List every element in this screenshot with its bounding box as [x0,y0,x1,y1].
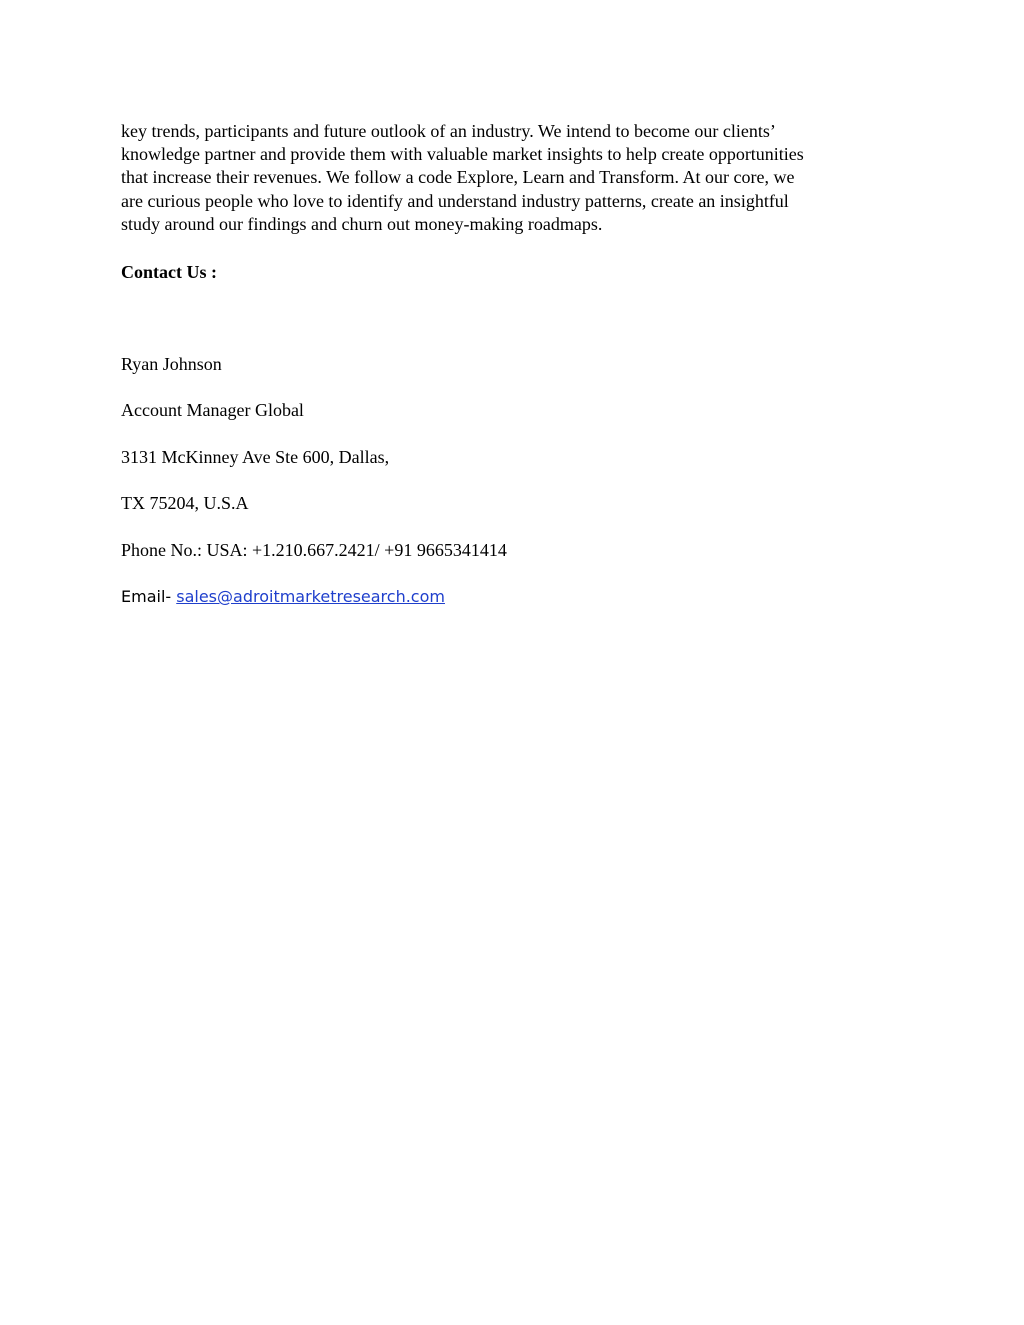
address-line-1: 3131 McKinney Ave Ste 600, Dallas, [121,447,390,467]
paragraph-line: study around our findings and churn out money-making roadmaps. [121,213,603,234]
company-description-paragraph [121,120,901,236]
paragraph-line: are curious people who love to identify and understand industry patterns, create an insightful [121,190,789,211]
paragraph-line: that increase their revenues. We follow a code Explore, Learn and Transform. At our core, we [121,167,795,188]
email-line [121,585,445,609]
email-label: Email- [121,587,177,606]
paragraph-line: key trends, participants and future outlook of an industry. We intend to become our clients’ [121,121,776,141]
contact-job-title: Account Manager Global [121,400,304,420]
address-line-2: TX 75204, U.S.A [121,493,249,513]
phone-number: Phone No.: USA: +1.210.667.2421/ +91 9665341414 [121,540,507,560]
contact-us-heading: Contact Us : [121,262,217,282]
contact-name: Ryan Johnson [121,354,222,374]
paragraph-line: knowledge partner and provide them with valuable market insights to help create opportunities [121,144,804,165]
email-link[interactable]: sales@adroitmarketresearch.com [176,587,445,606]
